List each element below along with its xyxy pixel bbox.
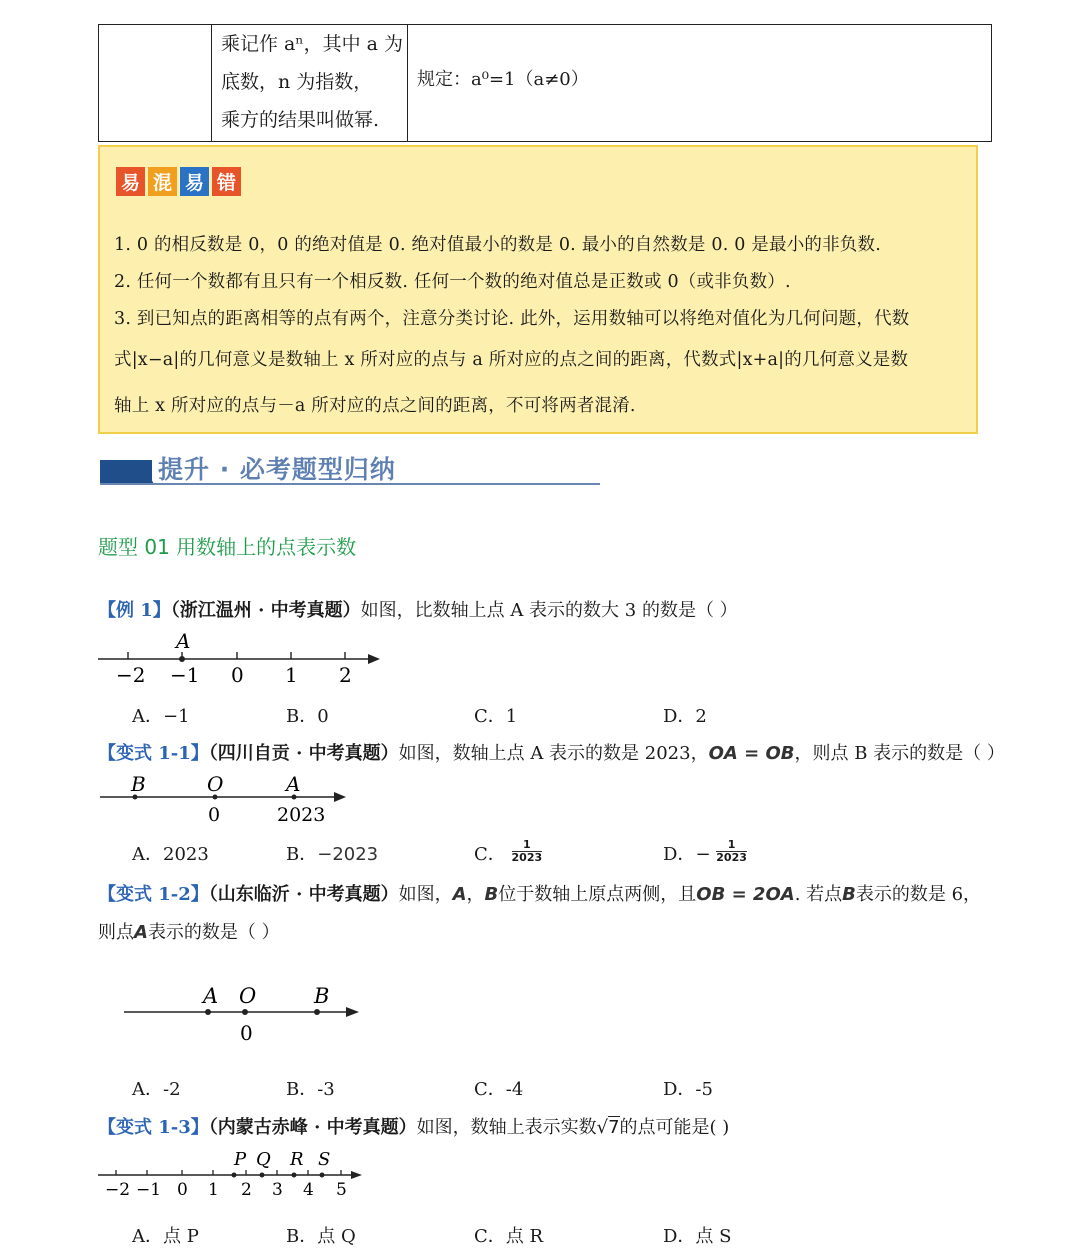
option-a[interactable]: A．点 P — [132, 1226, 199, 1247]
fraction-denominator: 2023 — [511, 850, 543, 864]
option-c[interactable]: C．-4 — [474, 1079, 524, 1100]
question-4-stem — [98, 1113, 729, 1139]
tick-label: 5 — [336, 1180, 347, 1200]
fraction — [512, 839, 543, 864]
tick-label: 0 — [177, 1180, 188, 1200]
question-1-stem — [98, 596, 738, 622]
minus-sign: − — [695, 844, 711, 865]
point-o-label: O — [239, 984, 257, 1008]
point-s-label: S — [318, 1149, 331, 1170]
question-text: ，则点 B 表示的数是（ ） — [794, 743, 1005, 764]
math-expression: OB = 2OA — [696, 884, 795, 905]
fraction-numerator: 1 — [716, 839, 747, 852]
tick-label: 2 — [339, 663, 352, 687]
question-text: 位于数轴上原点两侧，且 — [498, 884, 697, 905]
option-c[interactable]: C．1 — [474, 706, 518, 727]
section-title: 提升 · 必考题型归纳 — [158, 455, 396, 484]
tick-label: −1 — [136, 1180, 162, 1200]
number-line-q3 — [120, 982, 370, 1048]
option-b[interactable] — [286, 840, 378, 866]
question-label: 【变式 1-3】 — [98, 1117, 209, 1138]
math-symbol: A — [134, 922, 148, 943]
definition-line: 乘方的结果叫做幂. — [221, 109, 380, 131]
question-label: 【例 1】 — [98, 600, 171, 621]
point-a-label: A — [176, 629, 191, 653]
option-b[interactable]: B．点 Q — [286, 1226, 356, 1247]
tag-cuo: 错 — [212, 167, 241, 196]
definition-table — [98, 24, 992, 142]
tick-label: 1 — [285, 663, 298, 687]
question-text: ， — [466, 884, 485, 905]
question-text: 表示的数是 6， — [855, 884, 982, 905]
question-text: 如图， — [398, 884, 453, 905]
math-symbol: B — [484, 884, 499, 905]
question-3-stem — [98, 880, 981, 906]
option-c[interactable] — [474, 837, 543, 868]
option-c[interactable]: C．点 R — [474, 1226, 544, 1247]
tag-yi: 易 — [116, 167, 145, 196]
option-b[interactable]: B．-3 — [286, 1079, 335, 1100]
table-cell-definition — [211, 25, 408, 141]
question-source: （山东临沂 · 中考真题） — [208, 884, 399, 905]
fraction-denominator: 2023 — [716, 850, 747, 864]
mistake-line-2: 2. 任何一个数都有且只有一个相反数. 任何一个数的绝对值总是正数或 0（或非负数）. — [114, 272, 791, 292]
sqrt-expression: √7 — [596, 1117, 620, 1138]
question-text: 如图，数轴上点 A 表示的数是 2023， — [398, 743, 709, 764]
question-label: 【变式 1-1】 — [98, 743, 209, 764]
question-text: 的点可能是( ) — [619, 1117, 730, 1138]
question-source: （内蒙古赤峰 · 中考真题） — [208, 1117, 417, 1138]
option-d[interactable]: D．2 — [663, 706, 707, 727]
tick-label: −2 — [105, 1180, 131, 1200]
point-b-label: B — [131, 772, 146, 796]
mistake-line-4: 式|x−a|的几何意义是数轴上 x 所对应的点与 a 所对应的点之间的距离，代数式|x+a|的几何意义是数 — [114, 350, 909, 370]
tag-yi-2: 易 — [180, 167, 209, 196]
table-cell-empty — [99, 25, 212, 141]
tag-hun: 混 — [148, 167, 177, 196]
question-source: （四川自贡 · 中考真题） — [208, 743, 399, 764]
question-text: 表示的数是（ ） — [147, 922, 280, 943]
math-symbol: B — [842, 884, 856, 905]
number-line-q4 — [96, 1145, 376, 1201]
point-r-label: R — [290, 1149, 304, 1170]
question-text: . 若点 — [794, 884, 843, 905]
fraction — [716, 839, 747, 864]
option-math: −2023 — [317, 844, 379, 865]
option-a[interactable]: A．−1 — [132, 706, 190, 727]
mistake-line-5: 轴上 x 所对应的点与－a 所对应的点之间的距离，不可将两者混淆. — [114, 396, 636, 416]
tick-label: 3 — [272, 1180, 283, 1200]
question-source: （浙江温州 · 中考真题） — [170, 600, 361, 621]
table-cell-rule: 规定：a⁰=1（a≠0） — [417, 69, 589, 90]
point-b-label: B — [314, 984, 330, 1008]
option-letter: C． — [474, 844, 506, 865]
question-type-title: 题型 01 用数轴上的点表示数 — [98, 535, 357, 559]
common-mistakes-box — [98, 145, 978, 434]
question-text: 则点 — [98, 922, 134, 943]
option-d[interactable]: D．-5 — [663, 1079, 713, 1100]
question-text: 如图，比数轴上点 A 表示的数大 3 的数是（ ） — [360, 600, 738, 621]
number-line-q1 — [96, 626, 396, 690]
point-q-label: Q — [256, 1149, 271, 1170]
sqrt-radicand: 7 — [608, 1117, 620, 1138]
mistakes-tags — [116, 167, 241, 196]
number-line-q2 — [96, 770, 356, 830]
tick-label: 2 — [241, 1180, 252, 1200]
point-o-label: O — [207, 772, 224, 796]
tick-label: 1 — [208, 1180, 219, 1200]
fraction-numerator: 1 — [512, 839, 543, 852]
math-symbol: A — [452, 884, 467, 905]
option-a[interactable]: A．-2 — [132, 1079, 181, 1100]
point-a-label: A — [203, 984, 219, 1008]
point-p-label: P — [234, 1149, 247, 1170]
option-a[interactable]: A．2023 — [132, 844, 209, 865]
tick-label: −1 — [170, 663, 200, 687]
question-label: 【变式 1-2】 — [98, 884, 209, 905]
math-expression: OA = OB — [708, 743, 795, 764]
question-2-stem — [98, 739, 1005, 765]
tick-label: 2023 — [277, 804, 326, 826]
tick-label: 0 — [208, 804, 221, 826]
definition-line: 底数，n 为指数， — [221, 71, 373, 93]
option-d[interactable]: D．点 S — [663, 1226, 732, 1247]
zero-label: 0 — [240, 1021, 253, 1045]
question-text: 如图，数轴上表示实数 — [416, 1117, 597, 1138]
mistake-line-1: 1. 0 的相反数是 0，0 的绝对值是 0. 绝对值最小的数是 0. 最小的自然数是 0. 0 是最小的非负数. — [114, 235, 881, 255]
option-letter: D． — [663, 844, 696, 865]
option-b[interactable]: B．0 — [286, 706, 329, 727]
point-a-label: A — [286, 772, 301, 796]
section-header-bar-tip — [140, 460, 154, 484]
tick-label: 0 — [231, 663, 244, 687]
definition-line: 乘记作 aⁿ，其中 a 为 — [221, 33, 403, 55]
tick-label: 4 — [303, 1180, 314, 1200]
point-a-dot — [179, 656, 185, 662]
question-3-stem-line2 — [98, 918, 280, 944]
option-letter: B． — [286, 844, 318, 865]
option-d[interactable] — [663, 837, 747, 868]
tick-label: −2 — [116, 663, 146, 687]
mistake-line-3: 3. 到已知点的距离相等的点有两个，注意分类讨论. 此外，运用数轴可以将绝对值化为几何问题，代数 — [114, 309, 910, 329]
